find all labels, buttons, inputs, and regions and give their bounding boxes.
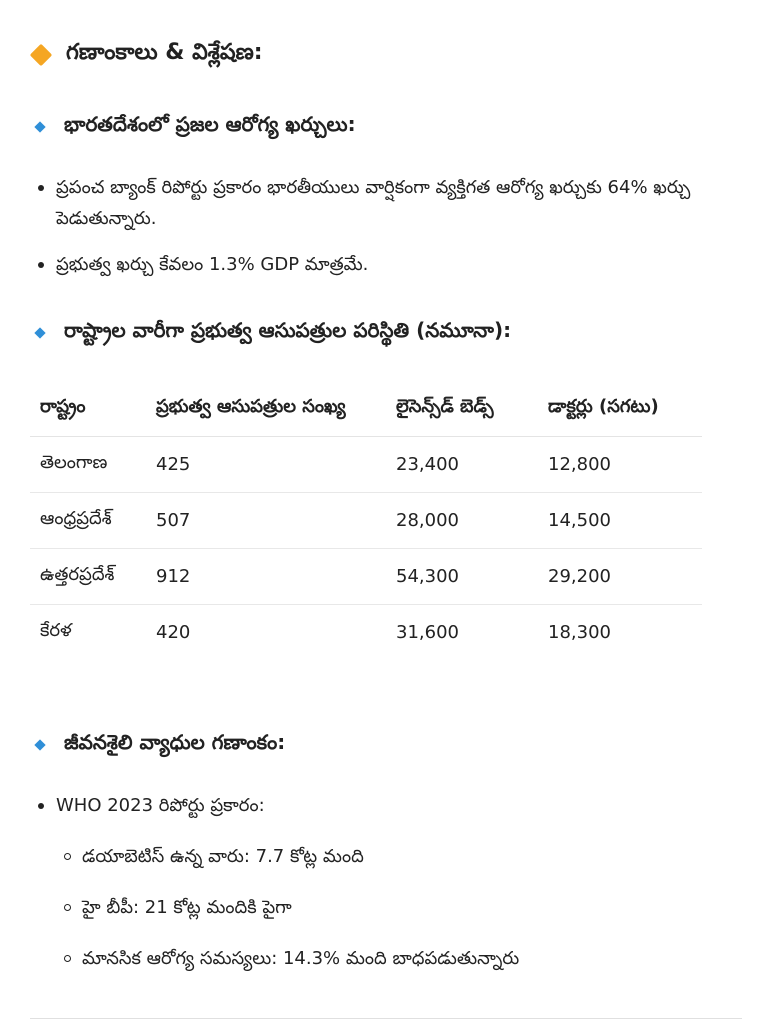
- table-row: [30, 605, 702, 661]
- bullet-dot-icon: [38, 803, 44, 809]
- list-item: [36, 172, 736, 234]
- bullet-dot-icon: [38, 185, 44, 191]
- table-header-cell: డాక్టర్లు (సగటు): [538, 392, 702, 437]
- table-cell: 14,500: [538, 493, 702, 549]
- table-row: [30, 493, 702, 549]
- table-cell: కేరళ: [40, 620, 72, 641]
- sub-list-item-text: డయాబెటిస్ ఉన్న వారు: 7.7 కోట్ల మంది: [82, 846, 364, 867]
- section-heading-health-expenses: [34, 112, 356, 141]
- hollow-bullet-icon: [64, 853, 71, 860]
- table-cell: 28,000: [386, 493, 538, 549]
- table-cell: 425: [146, 437, 386, 493]
- table-cell: 912: [146, 549, 386, 605]
- table-cell: 18,300: [548, 622, 611, 643]
- table-header-cell: లైసెన్స్‌డ్ బెడ్స్: [386, 392, 538, 437]
- section-heading-lifestyle-diseases: [34, 730, 285, 759]
- table-cell: 12,800: [538, 437, 702, 493]
- list-item-text: ప్రభుత్వ ఖర్చు కేవలం 1.3% GDP మాత్రమే.: [56, 254, 369, 275]
- blue-diamond-icon: [34, 327, 46, 339]
- table-header-row: [30, 392, 702, 437]
- table-cell: 507: [146, 493, 386, 549]
- table-cell: తెలంగాణ: [30, 437, 146, 493]
- sub-list-item-text: మానసిక ఆరోగ్య సమస్యలు: 14.3% మంది బాధపడుతున్నారు: [82, 948, 520, 969]
- table-header-cell: రాష్ట్రం: [30, 392, 146, 437]
- section-heading-text: భారతదేశంలో ప్రజల ఆరోగ్య ఖర్చులు:: [64, 112, 356, 136]
- list-item: [36, 249, 736, 280]
- table-cell: 29,200: [538, 549, 702, 605]
- section-heading-text: జీవనశైలి వ్యాధుల గణాంకం:: [64, 730, 286, 754]
- main-heading-text: గణాంకాలు & విశ్లేషణ:: [66, 40, 263, 65]
- sub-list-item: [62, 841, 519, 872]
- section-heading-state-hospitals: [34, 318, 511, 347]
- table-cell: ఆంధ్రప్రదేశ్: [30, 493, 146, 549]
- lifestyle-disease-list: [36, 790, 736, 836]
- lifestyle-disease-sublist: [62, 841, 519, 994]
- table-row: [30, 549, 702, 605]
- list-item: [36, 790, 736, 821]
- list-item-text: ప్రపంచ బ్యాంక్ రిపోర్టు ప్రకారం భారతీయులు వార్షికంగా వ్యక్తిగత ఆరోగ్య ఖర్చుకు 64% ఖర్చు పెడుతున్నారు.: [56, 177, 691, 229]
- sub-list-item: [62, 892, 519, 923]
- divider: [30, 1018, 742, 1019]
- blue-diamond-icon: [34, 121, 46, 133]
- table-row: [30, 437, 702, 493]
- table-cell: 23,400: [386, 437, 538, 493]
- sub-list-item-text: హై బీపీ: 21 కోట్ల మందికి పైగా: [82, 897, 292, 918]
- state-hospitals-table: [30, 392, 702, 660]
- list-item-text: WHO 2023 రిపోర్టు ప్రకారం:: [56, 795, 265, 816]
- table-cell: 54,300: [386, 549, 538, 605]
- main-heading: [30, 40, 263, 70]
- table-cell: ఉత్తరప్రదేశ్: [30, 549, 146, 605]
- orange-diamond-icon: [30, 44, 52, 66]
- health-expense-list: [36, 172, 736, 295]
- hollow-bullet-icon: [64, 955, 71, 962]
- bullet-dot-icon: [38, 262, 44, 268]
- table-cell: 420: [156, 622, 191, 643]
- table-cell: 31,600: [396, 622, 459, 643]
- blue-diamond-icon: [34, 739, 46, 751]
- section-heading-text: రాష్ట్రాల వారీగా ప్రభుత్వ ఆసుపత్రుల పరిస్థితి (నమూనా):: [64, 318, 512, 342]
- hollow-bullet-icon: [64, 904, 71, 911]
- table-header-cell: ప్రభుత్వ ఆసుపత్రుల సంఖ్య: [146, 392, 386, 437]
- sub-list-item: [62, 943, 519, 974]
